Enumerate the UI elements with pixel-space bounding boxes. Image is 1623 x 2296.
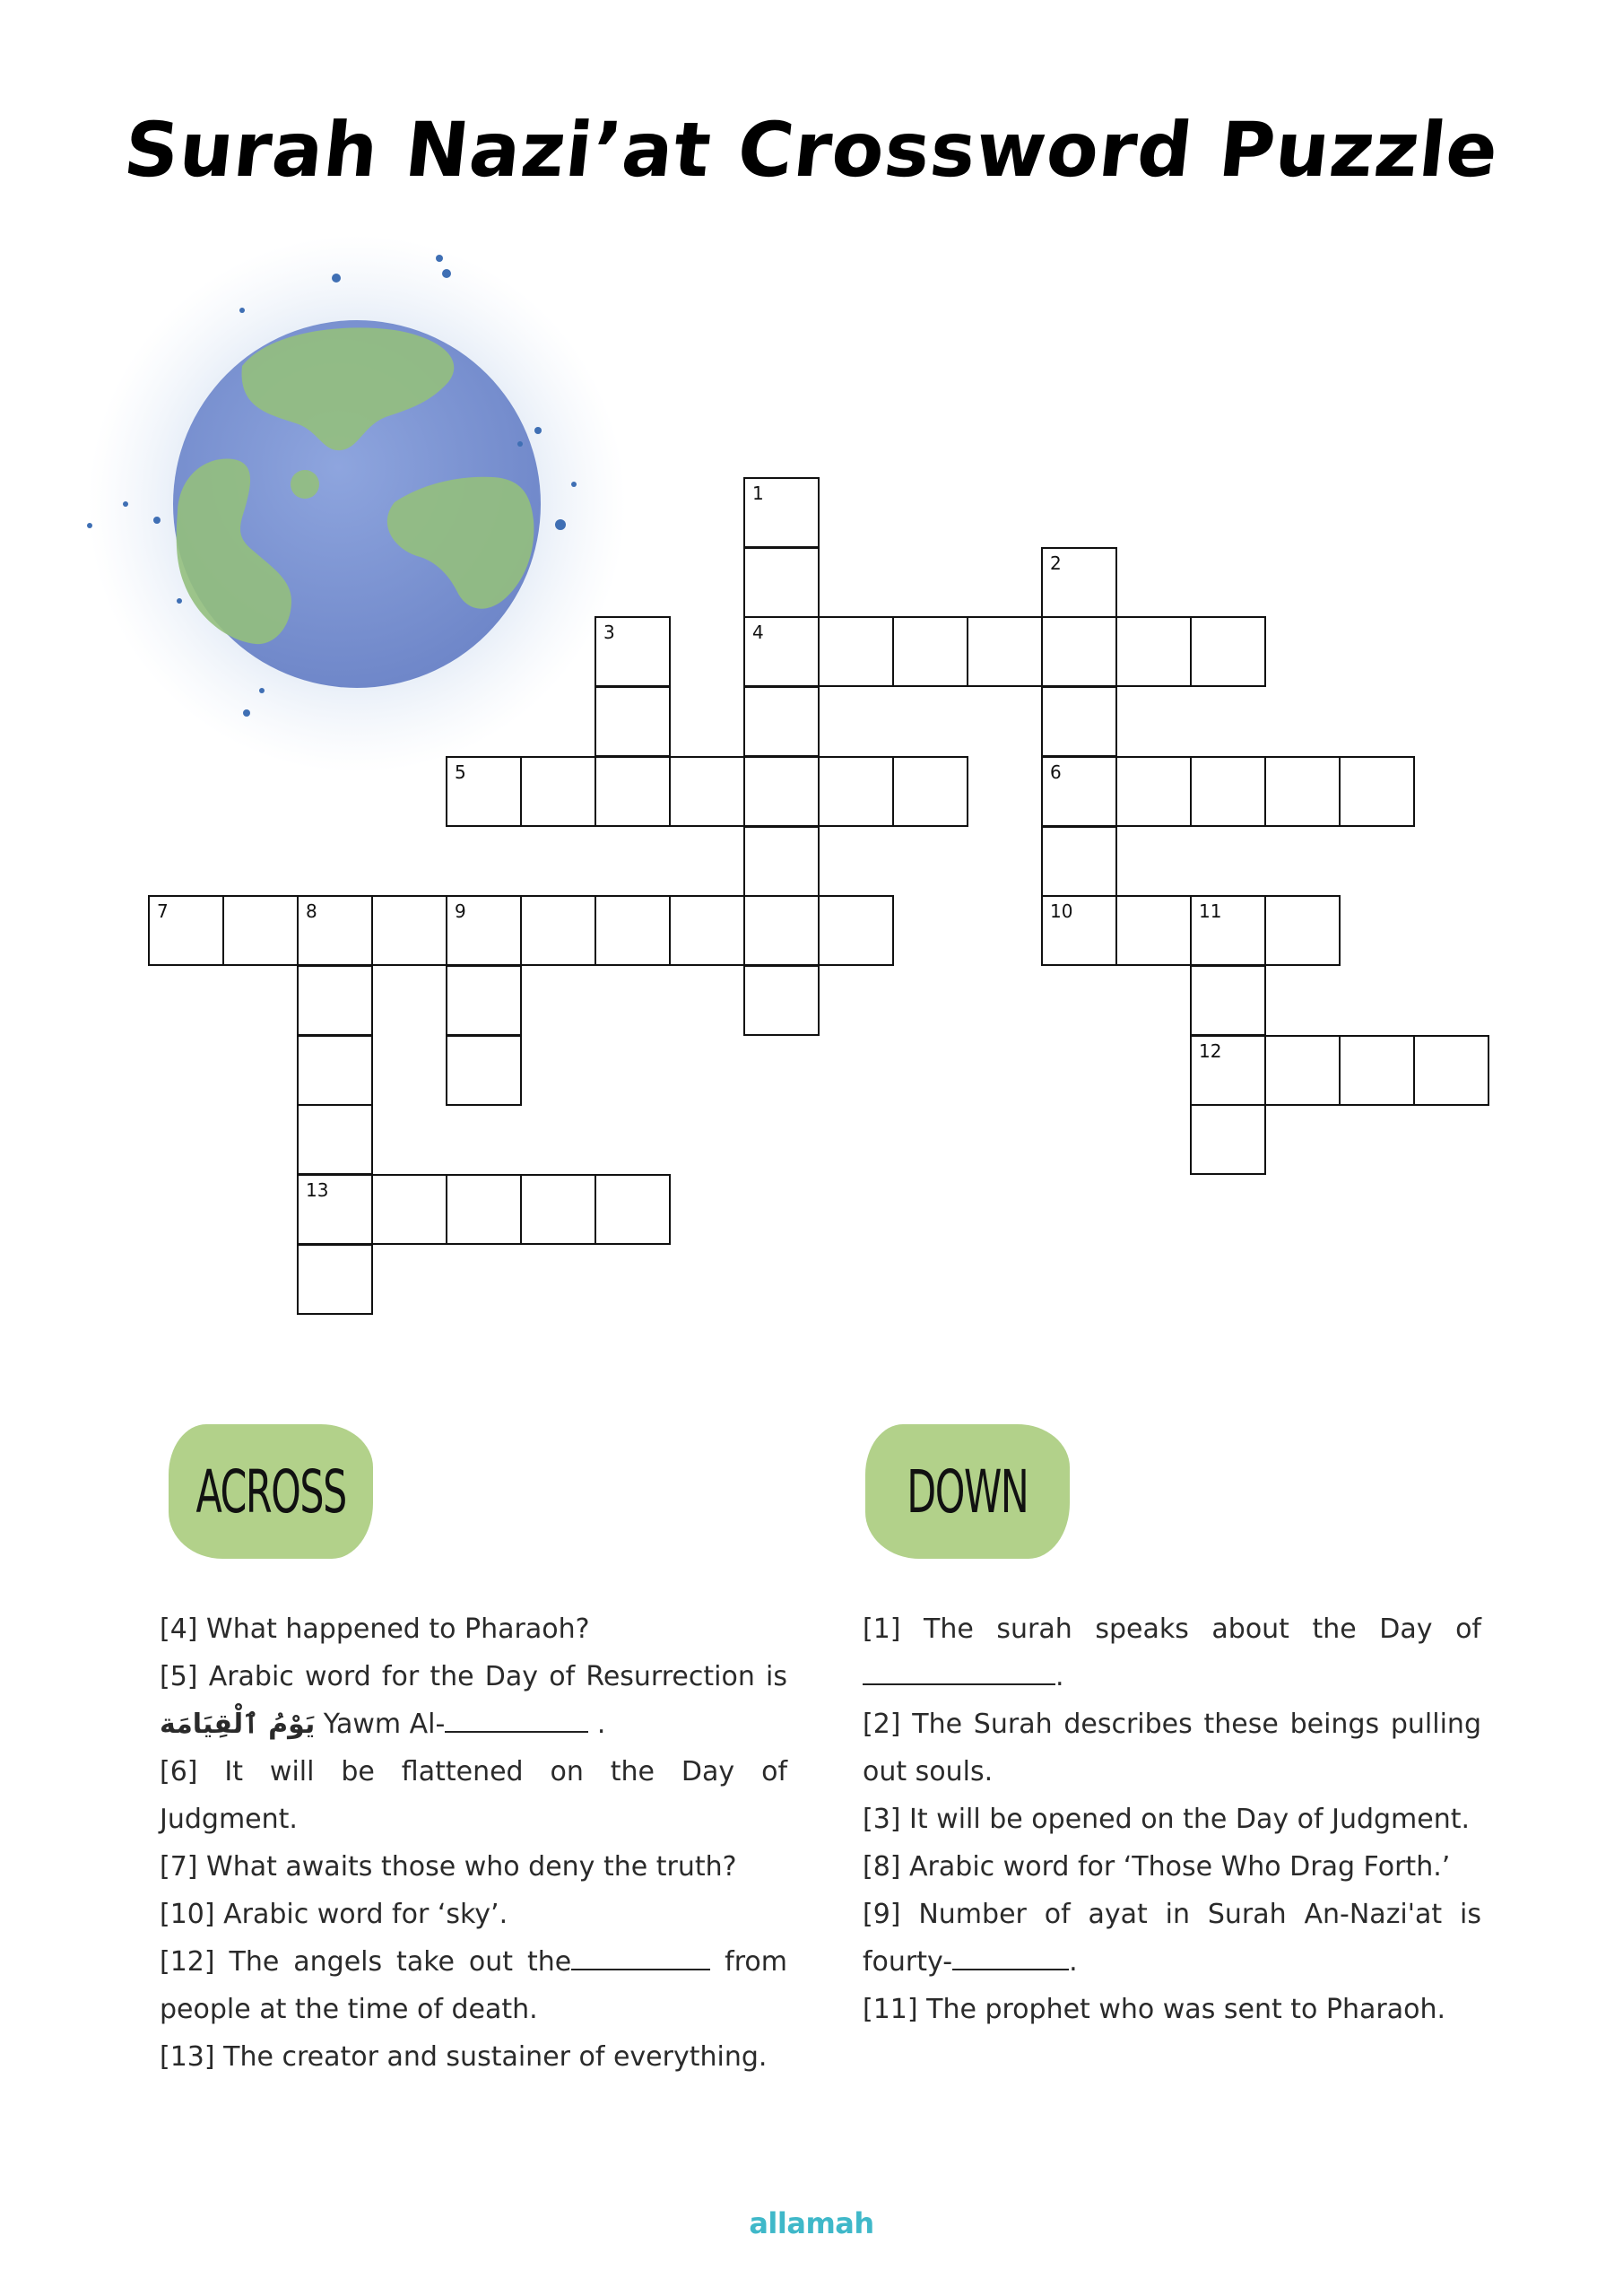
crossword-cell[interactable] (595, 1174, 671, 1245)
across-heading-badge (169, 1424, 373, 1559)
crossword-cell[interactable] (297, 1035, 373, 1106)
crossword-cell[interactable] (446, 1035, 522, 1106)
clue-number: 11 (1199, 900, 1222, 923)
clue-across-13: [13] The creator and sustainer of everything. (160, 2041, 768, 2073)
clue-across-5-text: [5] Arabic word for the Day of Resurrection is (160, 1661, 787, 1692)
clue-number: 10 (1050, 900, 1073, 923)
clue-across-5-translit: Yawm Al- (323, 1709, 446, 1740)
answer-blank (445, 1704, 588, 1733)
crossword-cell[interactable] (1041, 756, 1117, 827)
crossword-cell[interactable] (743, 616, 820, 687)
crossword-cell[interactable] (743, 965, 820, 1036)
clue-down-2: [2] The Surah describes these beings pulling out souls. (863, 1709, 1481, 1787)
clue-across-7: [7] What awaits those who deny the truth? (160, 1851, 737, 1883)
crossword-cell[interactable] (595, 686, 671, 757)
crossword-cell[interactable] (818, 895, 894, 966)
crossword-cell[interactable] (446, 1174, 522, 1245)
crossword-cell[interactable] (743, 477, 820, 548)
crossword-cell[interactable] (1413, 1035, 1489, 1106)
crossword-cell[interactable] (1041, 895, 1117, 966)
crossword-cell[interactable] (1115, 616, 1192, 687)
crossword-cell[interactable] (818, 756, 894, 827)
crossword-cell[interactable] (148, 895, 224, 966)
crossword-cell[interactable] (297, 1244, 373, 1315)
clue-across-5-arabic: يَوْمُ ٱلْقِيَامَة (160, 1709, 316, 1740)
crossword-cell[interactable] (446, 756, 522, 827)
crossword-cell[interactable] (1190, 616, 1266, 687)
crossword-cell[interactable] (1264, 756, 1341, 827)
across-heading: ACROSS (195, 1457, 346, 1526)
crossword-cell[interactable] (1190, 1104, 1266, 1175)
crossword-cell[interactable] (297, 1174, 373, 1245)
clue-number: 1 (752, 483, 764, 504)
clue-down-9 (863, 1891, 1481, 1986)
crossword-cell[interactable] (595, 616, 671, 687)
crossword-cell[interactable] (1190, 965, 1266, 1036)
clue-across-6: [6] It will be flattened on the Day of Judgment. (160, 1756, 787, 1835)
crossword-cell[interactable] (297, 895, 373, 966)
crossword-cell[interactable] (743, 686, 820, 757)
crossword-cell[interactable] (371, 1174, 447, 1245)
crossword-cell[interactable] (446, 965, 522, 1036)
crossword-cell[interactable] (1264, 1035, 1341, 1106)
crossword-cell[interactable] (743, 826, 820, 897)
clue-number: 13 (306, 1179, 329, 1201)
crossword-cell[interactable] (520, 1174, 596, 1245)
crossword-cell[interactable] (892, 616, 968, 687)
clue-number: 8 (306, 900, 317, 923)
crossword-cell[interactable] (1115, 756, 1192, 827)
clue-across-5 (160, 1653, 787, 1748)
crossword-cell[interactable] (520, 756, 596, 827)
clue-number: 12 (1199, 1039, 1222, 1062)
crossword-cell[interactable] (1190, 895, 1266, 966)
crossword-cell[interactable] (743, 895, 820, 966)
crossword-cell[interactable] (520, 895, 596, 966)
answer-blank (863, 1657, 1055, 1685)
crossword-cell[interactable] (818, 616, 894, 687)
crossword-cell[interactable] (1190, 1035, 1266, 1106)
crossword-cell[interactable] (1339, 756, 1415, 827)
down-heading-badge (865, 1424, 1070, 1559)
clue-down-11: [11] The prophet who was sent to Pharaoh. (863, 1994, 1446, 2025)
crossword-cell[interactable] (1041, 616, 1117, 687)
crossword-cell[interactable] (1264, 895, 1341, 966)
crossword-cell[interactable] (1115, 895, 1192, 966)
clue-across-4: [4] What happened to Pharaoh? (160, 1613, 590, 1645)
allamah-logo: allamah (749, 2206, 874, 2240)
clue-number: 5 (455, 761, 466, 783)
clue-down-8: [8] Arabic word for ‘Those Who Drag Forth.’ (863, 1851, 1451, 1883)
crossword-cell[interactable] (967, 616, 1043, 687)
clue-number: 9 (455, 900, 466, 923)
page-title: Surah Nazi’at Crossword Puzzle (119, 106, 1504, 194)
clue-across-12 (160, 1938, 787, 2033)
clue-across-12-text: [12] The angels take out the (160, 1946, 572, 1978)
clue-number: 7 (157, 900, 169, 923)
crossword-cell[interactable] (222, 895, 299, 966)
crossword-cell[interactable] (1041, 547, 1117, 618)
across-clues (160, 1605, 787, 2081)
clue-number: 3 (603, 622, 615, 644)
crossword-cell[interactable] (669, 756, 745, 827)
crossword-cell[interactable] (595, 756, 671, 827)
answer-blank (952, 1942, 1069, 1970)
crossword-cell[interactable] (446, 895, 522, 966)
clue-down-1-end: . (1055, 1661, 1064, 1692)
clue-number: 2 (1050, 552, 1062, 574)
answer-blank (571, 1942, 710, 1970)
clue-across-12-end: from people at the time of death. (160, 1946, 787, 2025)
clue-across-5-end: . (596, 1709, 606, 1740)
down-heading: DOWN (907, 1457, 1028, 1526)
crossword-cell[interactable] (1190, 756, 1266, 827)
clue-across-10: [10] Arabic word for ‘sky’. (160, 1899, 508, 1930)
crossword-cell[interactable] (371, 895, 447, 966)
clue-down-1 (863, 1605, 1481, 1700)
crossword-cell[interactable] (1041, 686, 1117, 757)
crossword-cell[interactable] (743, 756, 820, 827)
crossword-cell[interactable] (1339, 1035, 1415, 1106)
crossword-cell[interactable] (669, 895, 745, 966)
clue-down-1-text: [1] The surah speaks about the Day of (863, 1613, 1481, 1645)
crossword-cell[interactable] (892, 756, 968, 827)
crossword-cell[interactable] (743, 547, 820, 618)
down-clues (863, 1605, 1481, 2033)
clue-down-3: [3] It will be opened on the Day of Judgment. (863, 1804, 1471, 1835)
crossword-cell[interactable] (297, 1104, 373, 1175)
crossword-cell[interactable] (1041, 826, 1117, 897)
clue-number: 6 (1050, 761, 1062, 783)
clue-down-9-text: [9] Number of ayat in Surah An-Nazi'at is fourty- (863, 1899, 1481, 1978)
clue-number: 4 (752, 622, 764, 644)
crossword-cell[interactable] (297, 965, 373, 1036)
crossword-cell[interactable] (595, 895, 671, 966)
clue-down-9-end: . (1069, 1946, 1078, 1978)
